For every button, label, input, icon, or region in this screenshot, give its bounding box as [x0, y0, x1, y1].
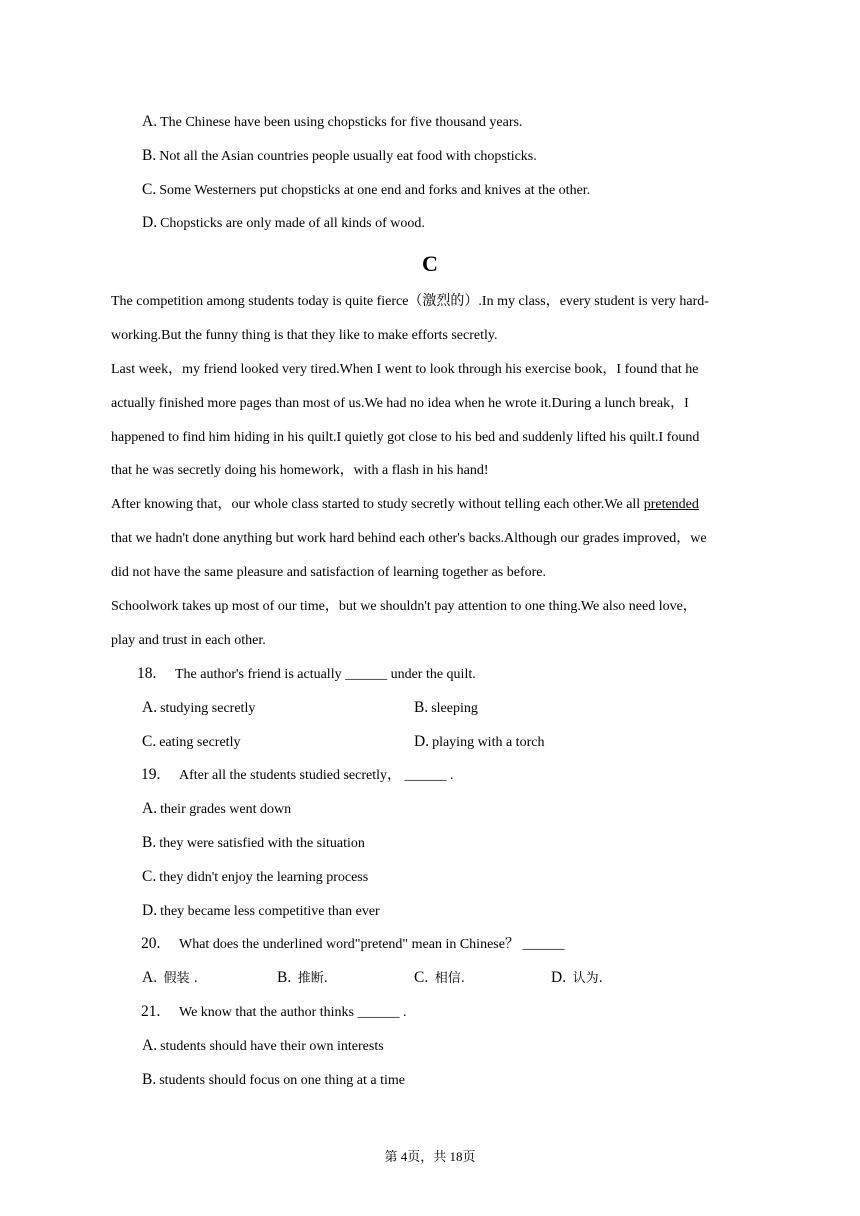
q19-option-c	[142, 867, 368, 888]
question-text: The author's friend is actually ______ under the quilt.	[175, 667, 476, 682]
q19-option-b	[142, 833, 365, 854]
passage-line: play and trust in each other.	[111, 633, 266, 648]
option-text: students should have their own interests	[160, 1039, 384, 1054]
option-d	[142, 213, 425, 234]
option-text: The Chinese have been using chopsticks for five thousand years.	[160, 115, 523, 130]
question-21	[141, 1002, 407, 1023]
question-text: We know that the author thinks ______ .	[179, 1005, 407, 1020]
q19-option-a	[142, 799, 291, 820]
passage-line: The competition among students today is quite fierce（激烈的）.In my class，every student is very hard-	[111, 294, 709, 309]
option-text: students should focus on one thing at a time	[159, 1073, 405, 1088]
question-20	[141, 934, 564, 955]
passage-line: did not have the same pleasure and satisfaction of learning together as before.	[111, 565, 547, 580]
option-letter: A.	[142, 1037, 158, 1054]
question-number: 20.	[141, 935, 161, 952]
option-letter: B.	[142, 1071, 157, 1088]
q18-option-c	[142, 732, 240, 753]
question-text: What does the underlined word"pretend" mean in Chinese？ ______	[179, 937, 565, 952]
option-letter: A.	[142, 800, 158, 817]
question-number: 18.	[137, 665, 157, 682]
passage-line: happened to find him hiding in his quilt.I quietly got close to his bed and suddenly lifted his quilt.I found	[111, 430, 700, 445]
option-b	[142, 146, 537, 167]
option-text: they didn't enjoy the learning process	[159, 870, 369, 885]
option-a	[142, 112, 522, 133]
q21-option-a	[142, 1036, 384, 1057]
passage-line: that we hadn't done anything but work hard behind each other's backs.Although our grades improved，we	[111, 531, 707, 546]
q20-option-c	[414, 968, 465, 989]
option-letter: C.	[142, 181, 157, 198]
option-text: studying secretly	[160, 701, 256, 716]
question-number: 21.	[141, 1003, 161, 1020]
option-text: Chopsticks are only made of all kinds of wood.	[160, 216, 425, 231]
option-letter: C.	[142, 868, 157, 885]
option-text: playing with a torch	[432, 735, 545, 750]
question-text: After all the students studied secretly， ______ .	[179, 768, 454, 783]
passage-text: After knowing that，our whole class started to study secretly without telling each other.We all	[111, 497, 644, 512]
option-c	[142, 180, 590, 201]
passage-line: that he was secretly doing his homework，with a flash in his hand!	[111, 463, 489, 478]
option-text: 推断.	[297, 971, 328, 986]
option-letter: C.	[414, 969, 429, 986]
option-letter: A.	[142, 113, 158, 130]
option-letter: D.	[414, 733, 430, 750]
q18-option-a	[142, 698, 255, 719]
option-text: they were satisfied with the situation	[159, 836, 365, 851]
passage-line: Last week，my friend looked very tired.When I went to look through his exercise book，I found that he	[111, 362, 699, 377]
option-letter: B.	[142, 147, 157, 164]
option-letter: B.	[414, 699, 429, 716]
option-letter: D.	[142, 902, 158, 919]
page-footer: 第 4页，共 18页	[384, 1149, 476, 1164]
q21-option-b	[142, 1070, 405, 1091]
option-text: Some Westerners put chopsticks at one end and forks and knives at the other.	[159, 183, 591, 198]
q19-option-d	[142, 901, 380, 922]
option-text: 相信.	[434, 971, 465, 986]
option-text: they became less competitive than ever	[160, 904, 380, 919]
option-text: sleeping	[431, 701, 478, 716]
option-text: their grades went down	[160, 802, 292, 817]
q20-option-a	[142, 968, 198, 989]
passage-line: actually finished more pages than most of us.We had no idea when he wrote it.During a lunch break，I	[111, 396, 689, 411]
option-text: eating secretly	[159, 735, 241, 750]
question-18	[137, 664, 476, 685]
option-letter: B.	[277, 969, 292, 986]
option-letter: A.	[142, 699, 158, 716]
option-text: 假装 .	[163, 971, 198, 986]
option-letter: D.	[551, 969, 567, 986]
q20-option-d	[551, 968, 603, 989]
question-19	[141, 765, 454, 786]
passage-line	[111, 495, 699, 515]
passage-line: Schoolwork takes up most of our time，but we shouldn't pay attention to one thing.We also need love，	[111, 599, 697, 614]
section-heading: C	[422, 251, 438, 276]
question-number: 19.	[141, 766, 161, 783]
q18-option-b	[414, 698, 478, 719]
option-letter: B.	[142, 834, 157, 851]
q18-option-d	[414, 732, 544, 753]
q20-option-b	[277, 968, 328, 989]
option-letter: A.	[142, 969, 158, 986]
option-letter: D.	[142, 214, 158, 231]
option-letter: C.	[142, 733, 157, 750]
option-text: 认为.	[572, 971, 603, 986]
option-text: Not all the Asian countries people usually eat food with chopsticks.	[159, 149, 537, 164]
passage-line: working.But the funny thing is that they like to make efforts secretly.	[111, 328, 498, 343]
underlined-word: pretended	[643, 497, 699, 512]
